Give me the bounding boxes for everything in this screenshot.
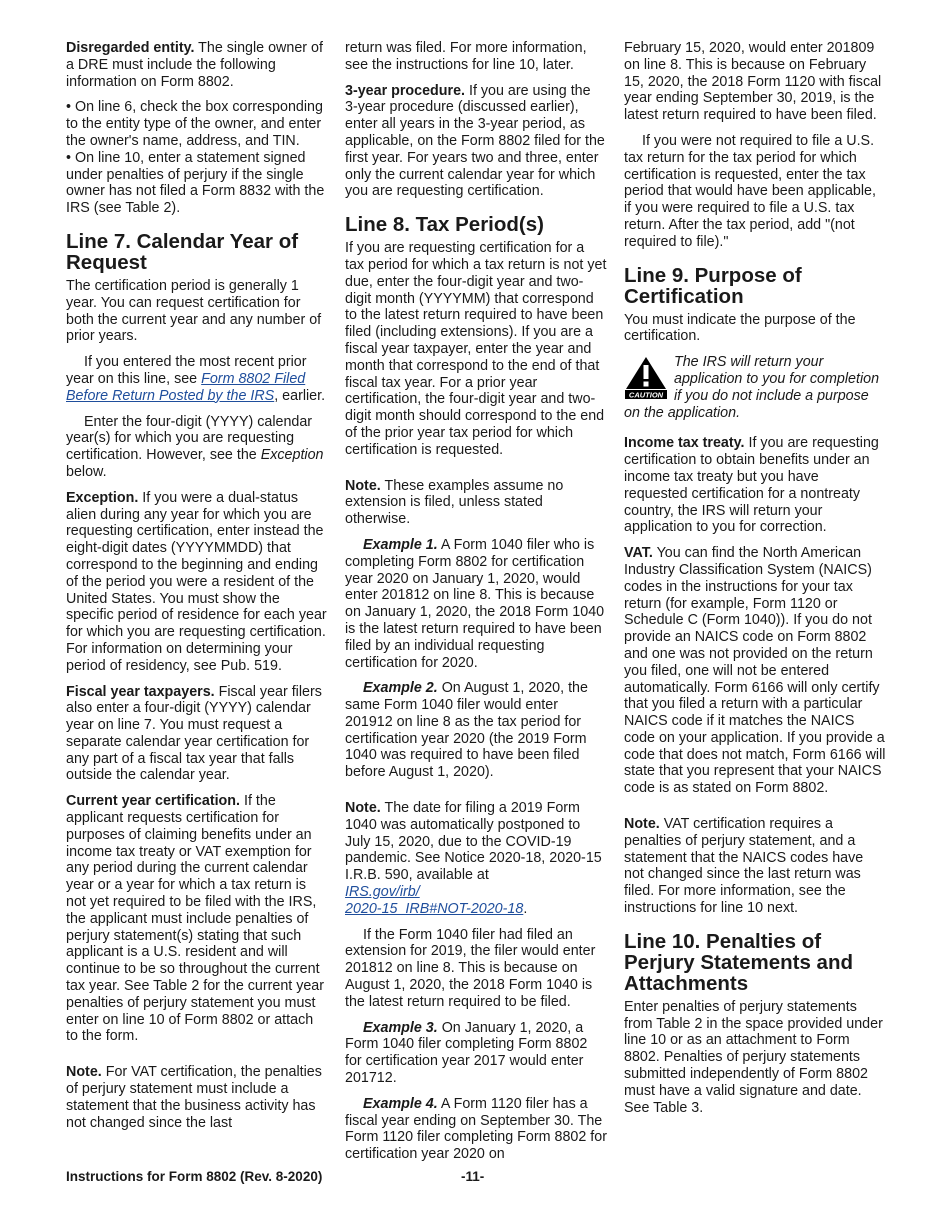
paragraph: February 15, 2020, would enter 201809 on line 8. This is because on February 15, 2020, the 2018 Form 1120 with fiscal year ending September 30, 2019, is the latest return required to have been filed. bbox=[624, 40, 882, 124]
heading-line-10: Line 10. Penalties of Perjury Statements and Attachments bbox=[624, 929, 853, 995]
note-paragraph: Note. The date for filing a 2019 Form 1040 was automatically postponed to July 15, 2020, due to the COVID-19 pandemic. See Notice 2020-18, 2020-15 I.R.B. 590, available at IRS.gov/irb/ 2020-15_IRB#NOT-2020-18. bbox=[345, 800, 602, 917]
bullet-item: • On line 6, check the box corresponding to the entity type of the owner, and enter the owner's name, address, and TIN. bbox=[66, 99, 323, 149]
heading-line-8: Line 8. Tax Period(s) bbox=[345, 213, 544, 237]
note-paragraph: Note. For VAT certification, the penalties of perjury statement must include a statement that the business activity has not changed since the last bbox=[66, 1064, 322, 1131]
link-notice-2020-18[interactable]: 2020-15_IRB#NOT-2020-18 bbox=[345, 900, 524, 917]
column-3 bbox=[624, 40, 886, 1125]
income-tax-treaty-paragraph: Income tax treaty. If you are requesting certification to obtain benefits under an income tax treaty but you have requested certification for a nontreaty country, the IRS will return your application to you for correction. bbox=[624, 435, 879, 536]
paragraph: Enter the four-digit (YYYY) calendar year(s) for which you are requesting certification. However, see the Exception below. bbox=[66, 413, 324, 480]
link-irs-gov-irb[interactable]: IRS.gov/irb/ bbox=[345, 884, 420, 901]
three-year-paragraph: 3-year procedure. If you are using the 3-year procedure (discussed earlier), enter all years in the 3-year period, as applicable, on the Form 8802 filed for the first year. For years two and three, enter only the current calendar year for which you are requesting certification. bbox=[345, 82, 605, 200]
paragraph: If you entered the most recent prior year on this line, see Form 8802 Filed Before Return Posted by the IRS, earlier. bbox=[66, 354, 326, 404]
example-1: Example 1. A Form 1040 filer who is completing Form 8802 for certification year 2020 on January 1, 2020, would enter 201812 on line 8. This is because on January 1, 2020, the 2018 Form 1040 is the latest return required to have been filed by an individual requesting certification for 2020. bbox=[345, 536, 605, 671]
exception-paragraph: Exception. If you were a dual-status alien during any year for which you are requesting certification, enter instead the eight-digit dates (YYYYMMDD) that correspond to the beginning and ending of the period you were a resident of the United States. You must show the specific period of residence for each year for which you are requesting certification. For information on determining your period of residency, see Pub. 519. bbox=[66, 489, 327, 674]
caution-label: CAUTION bbox=[628, 390, 664, 400]
paragraph: return was filed. For more information, see the instructions for line 10, later. bbox=[345, 40, 587, 73]
paragraph: If the Form 1040 filer had filed an extension for 2019, the filer would enter 201812 on line 8. This is because on August 1, 2020, the 2018 Form 1040 is the latest return required to be filed. bbox=[345, 926, 596, 1010]
current-year-paragraph: Current year certification. If the applicant requests certification for purposes of claiming benefits under an income tax treaty or VAT exemption for any period during the current calendar year or a year for which a tax return is not yet required to be filed with the IRS, the applicant must include penalties of perjury statement(s) stating that such applicant is a U.S. resident and will continue to be so throughout the current tax year. See Table 2 for the current year penalties of perjury statement you must enter on line 10 of Form 8802 or attach to the form. bbox=[66, 793, 325, 1045]
link-form-8802-filed[interactable]: Form 8802 Filed Before Return Posted by the IRS bbox=[66, 370, 306, 404]
caution-text: The IRS will return your application to you for completion if you do not include a purpose on the application. bbox=[624, 354, 880, 421]
note-paragraph: Note. VAT certification requires a penalties of perjury statement, and a statement that the NAICS codes have not changed since the last return was filed. For more information, see the instructions for line 10 next. bbox=[624, 816, 864, 917]
example-3: Example 3. On January 1, 2020, a Form 1040 filer completing Form 8802 for certification year 2017 would enter 201712. bbox=[345, 1019, 588, 1087]
heading-line-7: Line 7. Calendar Year of Request bbox=[66, 229, 299, 274]
column-2 bbox=[345, 40, 607, 1172]
column-1 bbox=[66, 40, 328, 1140]
paragraph: Enter penalties of perjury statements from Table 2 in the space provided under line 10 or as an attachment to Form 8802. Penalties of perjury statements submitted independently of Form 8802 must have a valid signature and date. See Table 3. bbox=[624, 998, 883, 1116]
paragraph: The certification period is generally 1 year. You can request certification for both the current year and any number of prior years. bbox=[66, 277, 322, 345]
paragraph: If you were not required to file a U.S. tax return for the tax period for which certification is requested, enter the tax period that would have been applicable, if you were required to file a U.S. tax return. After the tax period, add "(not required to file)." bbox=[624, 132, 876, 250]
caution-box bbox=[624, 354, 886, 421]
caution-icon bbox=[624, 356, 668, 400]
example-2: Example 2. On August 1, 2020, the same Form 1040 filer would enter 201912 on line 8 as the tax period for certification year 2020 (the 2019 Form 1040 was required to have been filed before August 1, 2020). bbox=[345, 680, 588, 781]
heading-line-9: Line 9. Purpose of Certification bbox=[624, 263, 802, 308]
page-number: -11- bbox=[461, 1169, 485, 1184]
note-paragraph: Note. These examples assume no extension is filed, unless stated otherwise. bbox=[345, 477, 564, 528]
paragraph: You must indicate the purpose of the certification. bbox=[624, 311, 856, 345]
bullet-item: • On line 10, enter a statement signed under penalties of perjury if the single owner has not filed a Form 8832 with the IRS (see Table 2). bbox=[66, 149, 325, 217]
fiscal-year-paragraph: Fiscal year taxpayers. Fiscal year filers also enter a four-digit (YYYY) calendar year on line 7. You must request a separate calendar year certification for any part of a fiscal tax year that falls outside the calendar year. bbox=[66, 683, 322, 784]
example-4: Example 4. A Form 1120 filer has a fiscal year ending on September 30. The Form 1120 filer completing Form 8802 for certification year 2020 on bbox=[345, 1095, 607, 1163]
footer-title: Instructions for Form 8802 (Rev. 8-2020) bbox=[66, 1169, 323, 1184]
vat-paragraph: VAT. You can find the North American Industry Classification System (NAICS) codes in the instructions for your tax return (for example, Form 1120 or Schedule C (Form 1040)). If you do not provide an NAICS code on Form 8802 and one was not provided on the return you filed, one will not be entered automatically. Form 6166 will only certify that you filed a return with a particular NAICS code if it matches the NAICS code on your application. If you provide a code that does not match, Form 6166 will state that you represent that your NAICS code is as stated on Form 8802. bbox=[624, 545, 886, 797]
disregarded-entity-paragraph: Disregarded entity. The single owner of a DRE must include the following information on Form 8802. bbox=[66, 40, 323, 90]
paragraph: If you are requesting certification for a tax period for which a tax return is not yet due, enter the four-digit year and two-digit month (YYYYMM) that correspond to the latest return required to have been filed (including extensions). If you are a fiscal year taxpayer, enter the year and month that correspond to the end of that fiscal tax year. For a prior year certification, the four-digit year and two-digit month should correspond to the end of the prior year tax period for which certification is requested. bbox=[345, 240, 607, 458]
